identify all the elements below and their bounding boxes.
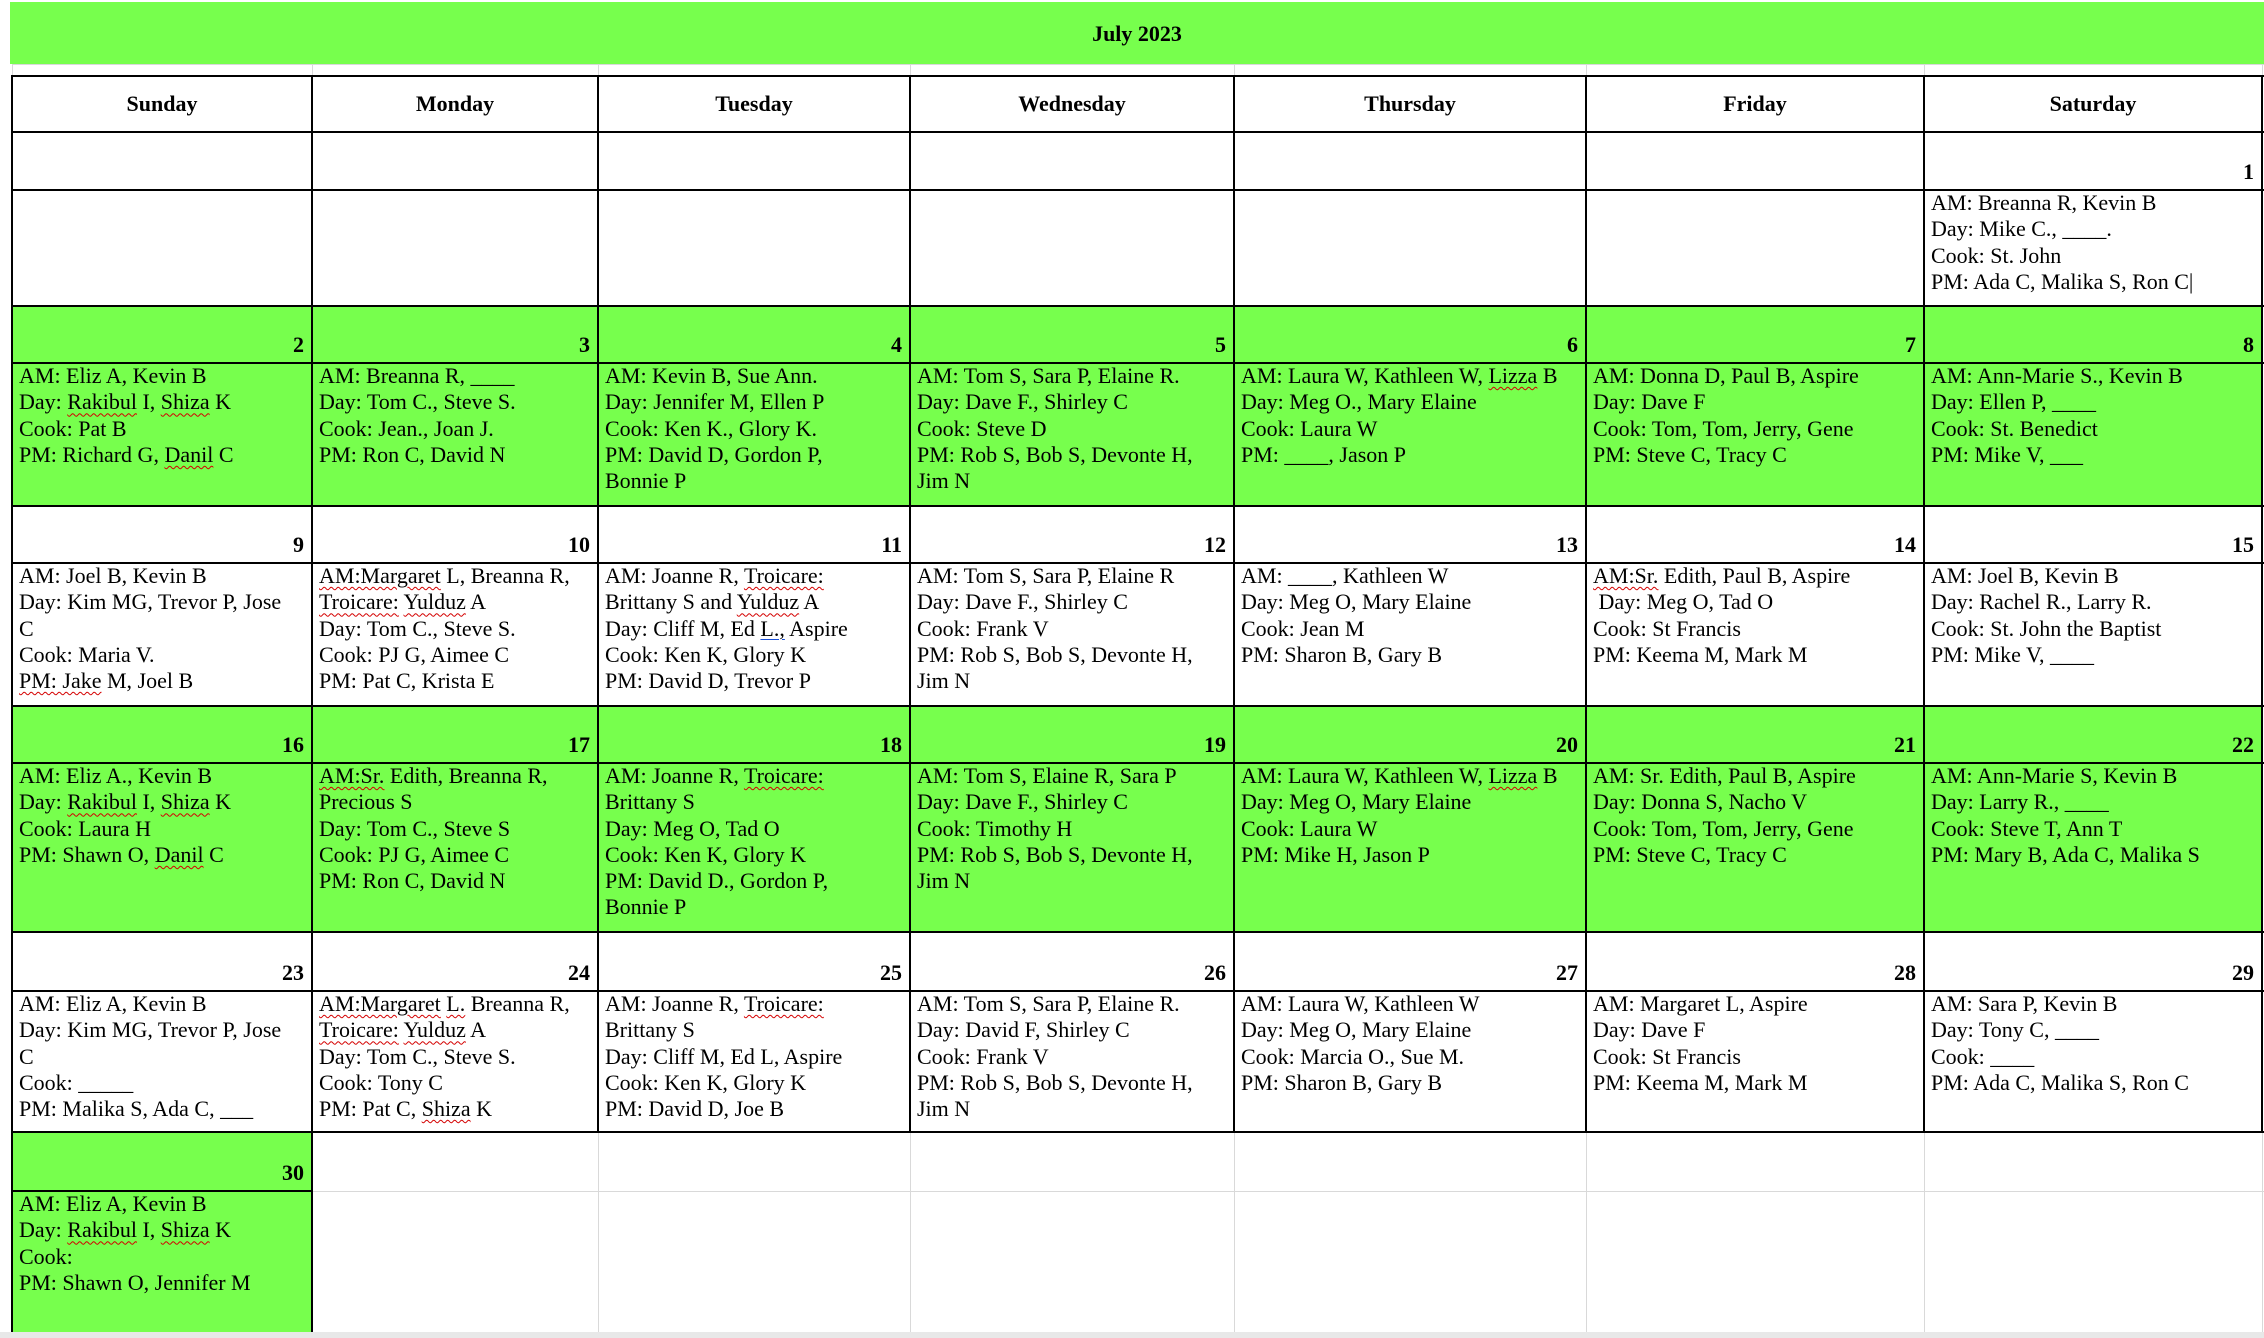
schedule-line: Day: Kim MG, Trevor P, Jose: [19, 589, 282, 615]
schedule-cell[interactable]: [605, 991, 907, 1132]
schedule-line: Cook: Laura W: [1241, 815, 1378, 841]
schedule-cell[interactable]: [917, 763, 1231, 932]
schedule-line: Day: Dave F., Shirley C: [917, 789, 1128, 815]
date-number[interactable]: 7: [1905, 332, 1916, 357]
date-number[interactable]: 2: [293, 332, 304, 357]
schedule-line: Cook: Ken K, Glory K: [605, 1069, 807, 1095]
schedule-cell[interactable]: [1593, 763, 1921, 932]
schedule-line: Cook: Steve D: [917, 415, 1047, 441]
schedule-line: Day: Mike C., ____.: [1931, 216, 2112, 242]
schedule-line: AM: Breanna R, Kevin B: [1931, 190, 2157, 215]
schedule-line: Cook: Jean M: [1241, 615, 1365, 641]
schedule-line: PM: Keema M, Mark M: [1593, 641, 1808, 667]
schedule-line: Day: Meg O, Tad O: [1593, 589, 1774, 615]
sheet-gridline: [1586, 1132, 1587, 1332]
date-number[interactable]: 13: [1556, 532, 1578, 557]
schedule-line: Cook: _____: [19, 1069, 134, 1095]
date-number[interactable]: 5: [1215, 332, 1226, 357]
schedule-line: Brittany S: [605, 789, 695, 815]
date-number[interactable]: 6: [1567, 332, 1578, 357]
schedule-line: Day: Meg O, Mary Elaine: [1241, 789, 1472, 815]
date-number[interactable]: 21: [1894, 732, 1916, 757]
spellcheck-flagged-word: Danil: [154, 841, 204, 867]
schedule-line: PM: Ada C, Malika S, Ron C: [1931, 1069, 2189, 1095]
schedule-line: Cook: Jean., Joan J.: [319, 415, 494, 441]
schedule-cell[interactable]: [19, 1191, 309, 1332]
schedule-line: PM: David D, Joe B: [605, 1096, 785, 1122]
schedule-line: Day: Tom C., Steve S: [319, 815, 511, 841]
schedule-line: AM: Breanna R, ____: [319, 363, 515, 388]
spellcheck-flagged-word: Troicare:: [319, 589, 399, 615]
schedule-line: C: [19, 1043, 34, 1069]
schedule-line: Jim N: [917, 668, 971, 694]
schedule-line: Day: Rakibul I, Shiza K: [19, 789, 232, 815]
schedule-line: Cook: Pat B: [19, 415, 127, 441]
sheet-gridline: [12, 64, 2264, 65]
schedule-line: Day: Meg O, Mary Elaine: [1241, 1017, 1472, 1043]
weekday-header-monday[interactable]: Monday: [415, 91, 495, 116]
weekday-header-sunday[interactable]: Sunday: [126, 91, 198, 116]
schedule-cell[interactable]: [605, 763, 907, 932]
calendar-grid-line: [2261, 75, 2263, 1133]
schedule-line: Bonnie P: [605, 468, 687, 494]
schedule-cell[interactable]: [319, 563, 595, 706]
schedule-line: Jim N: [917, 868, 971, 894]
date-number[interactable]: 14: [1894, 532, 1916, 557]
schedule-line: Day: Rakibul I, Shiza K: [19, 389, 232, 415]
schedule-line: AM:Margaret L, Breanna R,: [319, 563, 570, 588]
date-number[interactable]: 10: [568, 532, 590, 557]
schedule-line: PM: Rob S, Bob S, Devonte H,: [917, 641, 1193, 667]
schedule-line: Cook: Ken K, Glory K: [605, 841, 807, 867]
calendar-grid-line: [12, 189, 2264, 191]
schedule-line: PM: Ron C, David N: [319, 868, 506, 894]
date-number[interactable]: 23: [282, 960, 304, 985]
schedule-line: AM: ____, Kathleen W: [1241, 563, 1449, 588]
schedule-line: AM: Eliz A., Kevin B: [19, 763, 213, 788]
schedule-line: PM: Ron C, David N: [319, 441, 506, 467]
date-number[interactable]: 30: [282, 1160, 304, 1185]
spellcheck-flagged-word: Troicare:: [743, 563, 824, 588]
schedule-line: PM: Rob S, Bob S, Devonte H,: [917, 1069, 1193, 1095]
schedule-line: Day: Rakibul I, Shiza K: [19, 1217, 232, 1243]
schedule-cell[interactable]: [1241, 763, 1583, 932]
sheet-gridline: [12, 1191, 2264, 1192]
date-number[interactable]: 25: [880, 960, 902, 985]
schedule-line: Day: Tom C., Steve S.: [319, 1043, 516, 1069]
schedule-cell[interactable]: [19, 563, 309, 706]
schedule-line: PM: David D., Gordon P,: [605, 868, 829, 894]
schedule-line: Cook: St. John the Baptist: [1931, 615, 2162, 641]
schedule-cell[interactable]: [1931, 363, 2259, 506]
date-number[interactable]: 12: [1204, 532, 1226, 557]
schedule-line: AM: Kevin B, Sue Ann.: [605, 363, 818, 388]
schedule-line: AM: Eliz A, Kevin B: [19, 363, 207, 388]
schedule-line: AM: Donna D, Paul B, Aspire: [1593, 363, 1859, 388]
schedule-cell[interactable]: [319, 363, 595, 506]
schedule-line: PM: Rob S, Bob S, Devonte H,: [917, 441, 1193, 467]
schedule-line: PM: Mike H, Jason P: [1241, 841, 1430, 867]
schedule-line: Cook: Timothy H: [917, 815, 1073, 841]
spellcheck-flagged-word: Rakibul: [67, 389, 137, 415]
schedule-line: PM: Ada C, Malika S, Ron C|: [1931, 268, 2194, 294]
schedule-cell[interactable]: [1931, 190, 2259, 306]
schedule-line: AM:Sr. Edith, Breanna R,: [319, 763, 548, 788]
spellcheck-flagged-word: AM:Margaret: [319, 563, 441, 588]
schedule-line: Cook: Tom, Tom, Jerry, Gene: [1593, 815, 1854, 841]
schedule-cell[interactable]: [1931, 991, 2259, 1132]
schedule-line: Cook: Tom, Tom, Jerry, Gene: [1593, 415, 1854, 441]
schedule-line: AM: Eliz A, Kevin B: [19, 991, 207, 1016]
schedule-line: PM: Jake M, Joel B: [19, 668, 194, 694]
schedule-cell[interactable]: [19, 763, 309, 932]
schedule-line: Cook:: [19, 1243, 73, 1269]
schedule-line: Day: Ellen P, ____: [1931, 389, 2096, 415]
schedule-line: C: [19, 615, 34, 641]
schedule-cell[interactable]: [1593, 363, 1921, 506]
schedule-line: Cook: St Francis: [1593, 1043, 1741, 1069]
spellcheck-flagged-word: PM: Jake: [19, 668, 102, 694]
date-number[interactable]: 17: [568, 732, 590, 757]
schedule-cell[interactable]: [1241, 991, 1583, 1132]
date-number[interactable]: 4: [891, 332, 902, 357]
schedule-line: Jim N: [917, 1096, 971, 1122]
spellcheck-flagged-word: Rakibul: [67, 789, 137, 815]
schedule-line: Jim N: [917, 468, 971, 494]
spellcheck-flagged-word: AM:Sr.: [319, 763, 385, 788]
date-number[interactable]: 20: [1556, 732, 1578, 757]
schedule-line: PM: David D, Gordon P,: [605, 441, 823, 467]
calendar-title[interactable]: July 2023: [1092, 21, 1182, 46]
spellcheck-flagged-word: L.: [446, 991, 466, 1016]
spellcheck-flagged-word: Shiza: [160, 1217, 210, 1243]
spellcheck-flagged-word: Yulduz: [736, 589, 800, 615]
schedule-line: Day: Cliff M, Ed L, Aspire: [605, 1043, 843, 1069]
calendar-grid-line: [311, 1132, 313, 1332]
spellcheck-flagged-word: Lizza: [1488, 363, 1538, 388]
schedule-line: Day: Tom C., Steve S.: [319, 389, 516, 415]
schedule-line: AM: Laura W, Kathleen W, Lizza B: [1241, 763, 1558, 788]
schedule-line: AM: Tom S, Sara P, Elaine R.: [917, 991, 1180, 1016]
date-number[interactable]: 15: [2232, 532, 2254, 557]
schedule-line: PM: Shawn O, Danil C: [19, 841, 224, 867]
schedule-line: PM: Shawn O, Jennifer M: [19, 1269, 251, 1295]
spellcheck-flagged-word: AM:Margaret: [319, 991, 441, 1016]
schedule-cell[interactable]: [605, 363, 907, 506]
schedule-cell[interactable]: [1241, 563, 1583, 706]
schedule-line: Cook: St. Benedict: [1931, 415, 2098, 441]
schedule-line: Cook: Ken K., Glory K.: [605, 415, 818, 441]
schedule-line: Day: Cliff M, Ed L., Aspire: [605, 615, 848, 641]
schedule-cell[interactable]: [1931, 563, 2259, 706]
date-number[interactable]: 16: [282, 732, 304, 757]
weekday-header-tuesday[interactable]: Tuesday: [715, 91, 793, 116]
spellcheck-flagged-word: Troicare:: [743, 763, 824, 788]
schedule-line: PM: Richard G, Danil C: [19, 441, 234, 467]
schedule-cell[interactable]: [19, 991, 309, 1132]
schedule-line: AM:Sr. Edith, Paul B, Aspire: [1593, 563, 1851, 588]
schedule-line: Day: Dave F: [1593, 1017, 1706, 1043]
schedule-line: Cook: Maria V.: [19, 641, 155, 667]
schedule-line: Cook: PJ G, Aimee C: [319, 841, 510, 867]
date-number[interactable]: 18: [880, 732, 902, 757]
schedule-cell[interactable]: [917, 363, 1231, 506]
spellcheck-flagged-word: Shiza: [160, 789, 210, 815]
schedule-line: Day: Meg O., Mary Elaine: [1241, 389, 1477, 415]
schedule-line: Brittany S: [605, 1017, 695, 1043]
sheet-bottom-edge: [0, 1332, 2264, 1338]
date-number[interactable]: 26: [1204, 960, 1226, 985]
spellcheck-flagged-word: Shiza: [160, 389, 210, 415]
schedule-cell[interactable]: [1593, 563, 1921, 706]
schedule-line: PM: Steve C, Tracy C: [1593, 841, 1787, 867]
date-number[interactable]: 1: [2243, 159, 2254, 184]
spellcheck-flagged-word: Lizza: [1488, 763, 1538, 788]
date-number[interactable]: 24: [568, 960, 590, 985]
sheet-gridline: [1234, 1132, 1235, 1332]
schedule-line: Day: Meg O, Tad O: [605, 815, 780, 841]
date-number[interactable]: 19: [1204, 732, 1226, 757]
schedule-line: Cook: ____: [1931, 1043, 2035, 1069]
schedule-line: Day: David F, Shirley C: [917, 1017, 1130, 1043]
schedule-line: Day: Rachel R., Larry R.: [1931, 589, 2152, 615]
schedule-line: Cook: PJ G, Aimee C: [319, 641, 510, 667]
date-number[interactable]: 27: [1556, 960, 1578, 985]
schedule-line: PM: Pat C, Shiza K: [319, 1096, 492, 1122]
calendar-grid-line: [12, 305, 2264, 307]
schedule-line: Day: Jennifer M, Ellen P: [605, 389, 825, 415]
schedule-line: PM: Steve C, Tracy C: [1593, 441, 1787, 467]
schedule-line: AM:Margaret L. Breanna R,: [319, 991, 570, 1016]
schedule-line: AM: Margaret L, Aspire: [1593, 991, 1808, 1016]
schedule-line: Troicare: Yulduz A: [319, 589, 487, 615]
schedule-line: Day: Tom C., Steve S.: [319, 615, 516, 641]
schedule-line: PM: Keema M, Mark M: [1593, 1069, 1808, 1095]
sheet-gridline: [910, 1132, 911, 1332]
schedule-line: Day: Dave F., Shirley C: [917, 589, 1128, 615]
schedule-line: Brittany S and Yulduz A: [605, 589, 820, 615]
sheet-gridline: [598, 1132, 599, 1332]
spellcheck-flagged-word: Danil: [164, 441, 214, 467]
date-number[interactable]: 28: [1894, 960, 1916, 985]
sheet-gridline: [2262, 1132, 2263, 1332]
date-number[interactable]: 11: [881, 532, 902, 557]
schedule-cell[interactable]: [319, 763, 595, 932]
spellcheck-flagged-word: Yulduz: [403, 1017, 466, 1043]
schedule-cell[interactable]: [1593, 991, 1921, 1132]
schedule-line: PM: Mike V, ___: [1931, 441, 2084, 467]
schedule-line: Troicare: Yulduz A: [319, 1017, 487, 1043]
schedule-line: AM: Tom S, Sara P, Elaine R: [917, 563, 1175, 588]
schedule-line: Cook: Marcia O., Sue M.: [1241, 1043, 1465, 1069]
schedule-line: Cook: St Francis: [1593, 615, 1741, 641]
schedule-line: Day: Dave F: [1593, 389, 1706, 415]
schedule-line: AM: Tom S, Elaine R, Sara P: [917, 763, 1177, 788]
schedule-line: PM: Pat C, Krista E: [319, 668, 495, 694]
schedule-line: Day: Larry R., ____: [1931, 789, 2109, 815]
schedule-line: Cook: St. John: [1931, 242, 2062, 268]
schedule-line: Precious S: [319, 789, 413, 815]
schedule-line: PM: Rob S, Bob S, Devonte H,: [917, 841, 1193, 867]
schedule-cell[interactable]: [605, 563, 907, 706]
schedule-line: AM: Laura W, Kathleen W: [1241, 991, 1480, 1016]
weekday-header-saturday[interactable]: Saturday: [2049, 91, 2137, 116]
schedule-line: AM: Joanne R, Troicare:: [605, 763, 824, 788]
spellcheck-flagged-word: Yulduz: [403, 589, 466, 615]
schedule-cell[interactable]: [1241, 363, 1583, 506]
schedule-line: Cook: Laura W: [1241, 415, 1378, 441]
schedule-line: AM: Joanne R, Troicare:: [605, 991, 824, 1016]
schedule-line: PM: Mike V, ____: [1931, 641, 2095, 667]
date-number[interactable]: 9: [293, 532, 304, 557]
schedule-line: Day: Dave F., Shirley C: [917, 389, 1128, 415]
schedule-cell[interactable]: [917, 563, 1231, 706]
schedule-line: AM: Ann-Marie S, Kevin B: [1931, 763, 2178, 788]
schedule-line: AM: Ann-Marie S., Kevin B: [1931, 363, 2183, 388]
spellcheck-flagged-word: Rakibul: [67, 1217, 137, 1243]
schedule-line: Day: Tony C, ____: [1931, 1017, 2099, 1043]
date-number[interactable]: 22: [2232, 732, 2254, 757]
schedule-line: AM: Laura W, Kathleen W, Lizza B: [1241, 363, 1558, 388]
date-number[interactable]: 8: [2243, 332, 2254, 357]
schedule-line: Cook: Tony C: [319, 1069, 443, 1095]
schedule-cell[interactable]: [319, 991, 595, 1132]
sheet-gridline: [1924, 1132, 1925, 1332]
schedule-line: Day: Meg O, Mary Elaine: [1241, 589, 1472, 615]
schedule-line: PM: Sharon B, Gary B: [1241, 1069, 1443, 1095]
date-number[interactable]: 3: [579, 332, 590, 357]
schedule-line: Cook: Frank V: [917, 1043, 1049, 1069]
schedule-line: AM: Sr. Edith, Paul B, Aspire: [1593, 763, 1856, 788]
schedule-line: Cook: Ken K, Glory K: [605, 641, 807, 667]
weekday-header-friday[interactable]: Friday: [1723, 91, 1787, 116]
schedule-line: PM: ____, Jason P: [1241, 441, 1407, 467]
schedule-line: PM: David D, Trevor P: [605, 668, 811, 694]
weekday-header-wednesday[interactable]: Wednesday: [1018, 91, 1126, 116]
schedule-line: Day: Donna S, Nacho V: [1593, 789, 1808, 815]
schedule-line: Cook: Laura H: [19, 815, 151, 841]
schedule-line: Cook: Frank V: [917, 615, 1049, 641]
spellcheck-flagged-word: AM:Sr.: [1593, 563, 1659, 588]
schedule-line: PM: Sharon B, Gary B: [1241, 641, 1443, 667]
spellcheck-flagged-word: Troicare:: [743, 991, 824, 1016]
date-number[interactable]: 29: [2232, 960, 2254, 985]
schedule-line: AM: Sara P, Kevin B: [1931, 991, 2118, 1016]
schedule-line: Day: Kim MG, Trevor P, Jose: [19, 1017, 282, 1043]
schedule-line: PM: Malika S, Ada C, ___: [19, 1096, 254, 1122]
schedule-line: PM: Mary B, Ada C, Malika S: [1931, 841, 2200, 867]
spellcheck-flagged-word: Troicare:: [319, 1017, 399, 1043]
grammar-flagged-word: L.,: [760, 615, 785, 641]
schedule-cell[interactable]: [19, 363, 309, 506]
schedule-cell[interactable]: [917, 991, 1231, 1132]
schedule-line: AM: Joel B, Kevin B: [19, 563, 207, 588]
schedule-line: Cook: Steve T, Ann T: [1931, 815, 2123, 841]
schedule-line: AM: Joel B, Kevin B: [1931, 563, 2119, 588]
schedule-line: AM: Joanne R, Troicare:: [605, 563, 824, 588]
schedule-cell[interactable]: [1931, 763, 2259, 932]
weekday-header-thursday[interactable]: Thursday: [1364, 91, 1456, 116]
schedule-line: AM: Eliz A, Kevin B: [19, 1191, 207, 1216]
schedule-line: AM: Tom S, Sara P, Elaine R.: [917, 363, 1180, 388]
schedule-line: Bonnie P: [605, 894, 687, 920]
spellcheck-flagged-word: Shiza: [421, 1096, 471, 1122]
